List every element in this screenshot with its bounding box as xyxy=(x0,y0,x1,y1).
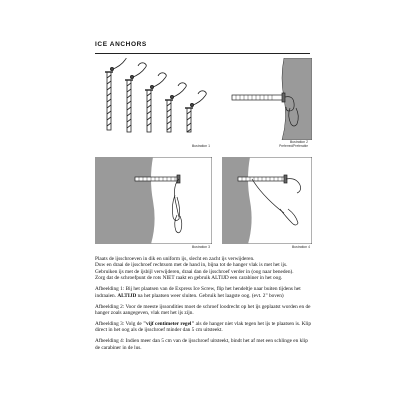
intro-line: Plaats de ijsschroeven in dik en uniform ijs, slecht en zacht ijs verwijderen. xyxy=(95,256,255,262)
intro-paragraph xyxy=(95,256,311,282)
caption-preferred: Preferred/Preferable xyxy=(279,144,308,148)
paragraph-text: Afbeelding 4: Indien meer dan 5 cm van de ijsschroef uitsteekt, bindt het af met een schlinge en klip de carabiner in de lus. xyxy=(95,338,308,351)
section-header xyxy=(95,40,310,54)
instructions-text xyxy=(95,256,311,356)
ice-screw-3 xyxy=(145,73,166,132)
paragraph-emphasis: "vijf centimeter regel" xyxy=(143,321,195,328)
paragraph-illustration-3 xyxy=(95,321,311,334)
paragraph-emphasis: ALTIJD xyxy=(117,292,137,299)
paragraph-text: als de hanger niet vlak tegen het ijs te plaatsen is. Klip direct in het oog als de ijsschroef minder dan 5 cm uitsteekt. xyxy=(95,321,311,334)
ice-screw-1 xyxy=(105,58,126,130)
paragraph-text: na het plaatsen weer sluiten. Gebruik het laagste oog. (evt. 2" boven) xyxy=(136,292,284,299)
caption-illustration-4: Illustration 4 xyxy=(291,245,310,249)
paragraph-text: Afbeelding 1: Bij het plaatsen van de Express Ice Screw, flip het hendeltje naar buiten tijdens het indraaien. xyxy=(95,286,301,299)
ice-screw-4 xyxy=(165,83,186,132)
intro-line: Gebruiken ijs met de ijsbijl verwijderen, draai dan de ijsschroef verder in (oog naar beneden). xyxy=(95,268,294,275)
caption-illustration-1: Illustration 1 xyxy=(191,144,210,148)
illustration-preferred-placement xyxy=(222,58,312,140)
ice-screw-2 xyxy=(125,63,146,132)
ice-screw-5 xyxy=(185,91,206,132)
section-title: ICE ANCHORS xyxy=(95,41,147,48)
paragraph-illustration-1 xyxy=(95,286,311,299)
caption-illustration-2: Illustration 2 xyxy=(289,140,308,144)
paragraph-illustration-2 xyxy=(95,304,311,317)
intro-line: Zorg dat de schroefpunt de rots NIET raakt en gebruik ALTIJD een carabiner in het oog. xyxy=(95,275,283,282)
paragraph-illustration-4 xyxy=(95,338,311,351)
illustration-sling-tie-off xyxy=(222,157,312,244)
illustration-screw-lineup xyxy=(95,58,215,146)
paragraph-text: Afbeelding 2: Voor de meeste ijssondities moet de schroef loodrecht op het ijs geplaatst worden en de hanger zoals aangegeven, vlak met het ijs zijn. xyxy=(95,303,311,317)
caption-illustration-3: Illustration 3 xyxy=(191,245,210,249)
intro-line: Duw en draai de ijsschroef rechtsom met de hand in, bijna tot de hanger vlak is met het ijs. xyxy=(95,262,288,269)
paragraph-text: Afbeelding 3: Volg de xyxy=(95,321,144,328)
illustration-five-cm-rule xyxy=(95,157,212,244)
